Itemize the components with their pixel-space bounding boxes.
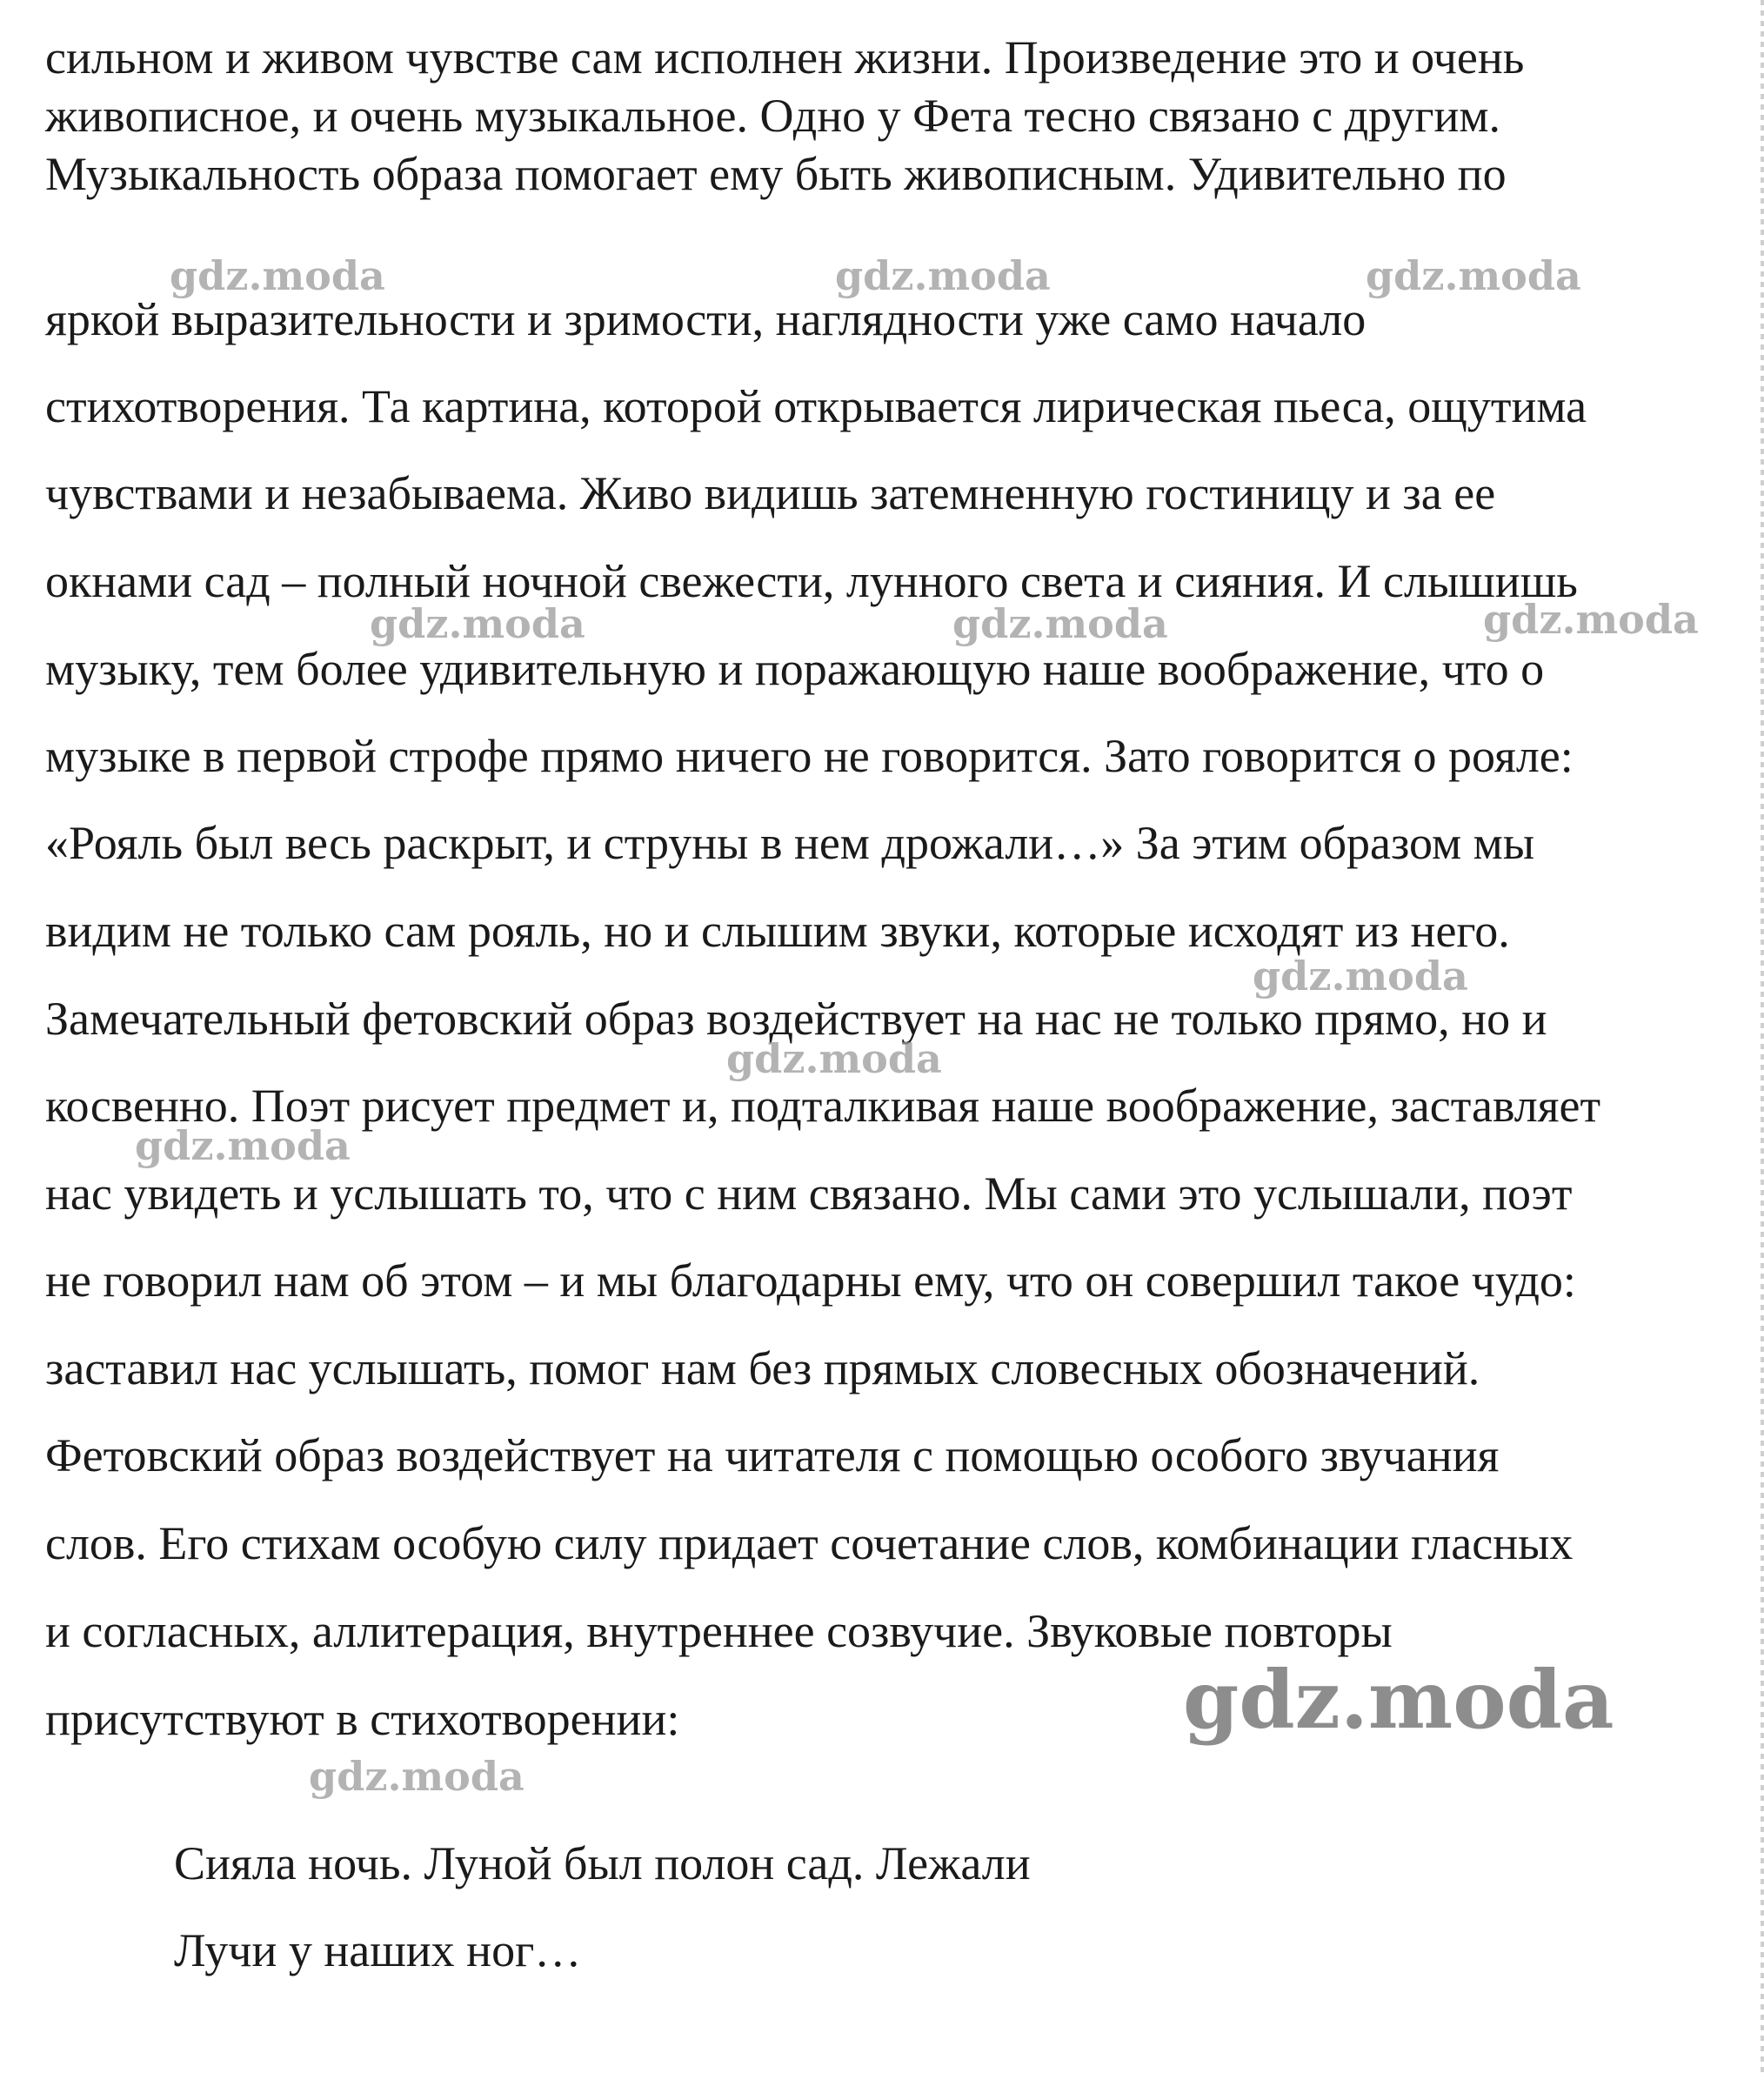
text-line: живописное, и очень музыкальное. Одно у Фета тесно связано с другим. (45, 90, 1501, 142)
watermark: gdz.moda (1366, 252, 1581, 299)
watermark-large: gdz.moda (1183, 1653, 1614, 1747)
text-line: музыку, тем более удивительную и поражающую наше воображение, что о (45, 643, 1545, 695)
text-line: и согласных, аллитерация, внутреннее созвучие. Звуковые повторы (45, 1605, 1393, 1657)
watermark: gdz.moda (1253, 953, 1468, 1000)
text-line: чувствами и незабываема. Живо видишь затемненную гостиницу и за ее (45, 467, 1496, 519)
text-line: музыке в первой строфе прямо ничего не говорится. Зато говорится о рояле: (45, 730, 1574, 782)
poem-line: Сияла ночь. Луной был полон сад. Лежали (174, 1837, 1031, 1889)
text-line: Замечательный фетовский образ воздействует на нас не только прямо, но и (45, 993, 1547, 1045)
watermark: gdz.moda (726, 1035, 942, 1082)
text-line: сильном и живом чувстве сам исполнен жизни. Произведение это и очень (45, 31, 1525, 84)
text-line: Фетовский образ воздействует на читателя с помощью особого звучания (45, 1429, 1500, 1481)
text-line: видим не только сам рояль, но и слышим звуки, которые исходят из него. (45, 905, 1510, 957)
watermark: gdz.moda (309, 1753, 525, 1800)
text-line: не говорил нам об этом – и мы благодарны ему, что он совершил такое чудо: (45, 1254, 1576, 1307)
text-line: косвенно. Поэт рисует предмет и, подталкивая наше воображение, заставляет (45, 1080, 1601, 1132)
watermark: gdz.moda (170, 252, 385, 299)
watermark: gdz.moda (370, 600, 585, 647)
text-line: слов. Его стихам особую силу придает сочетание слов, комбинации гласных (45, 1517, 1574, 1569)
text-line: яркой выразительности и зримости, наглядности уже само начало (45, 293, 1366, 345)
text-line: заставил нас услышать, помог нам без прямых словесных обозначений. (45, 1342, 1480, 1394)
text-line: Музыкальность образа помогает ему быть живописным. Удивительно по (45, 148, 1507, 200)
watermark: gdz.moda (835, 252, 1051, 299)
text-line: «Рояль был весь раскрыт, и струны в нем дрожали…» За этим образом мы (45, 817, 1535, 869)
text-line: нас увидеть и услышать то, что с ним связано. Мы сами это услышали, поэт (45, 1167, 1573, 1220)
text-line: окнами сад – полный ночной свежести, лунного света и сияния. И слышишь (45, 555, 1578, 607)
watermark: gdz.moda (135, 1122, 351, 1169)
page-edge (1761, 0, 1764, 2073)
poem-line: Лучи у наших ног… (174, 1924, 582, 1976)
watermark: gdz.moda (952, 600, 1168, 647)
watermark: gdz.moda (1483, 596, 1699, 643)
text-line: стихотворения. Та картина, которой открывается лирическая пьеса, ощутима (45, 380, 1587, 432)
text-line: присутствуют в стихотворении: (45, 1693, 680, 1745)
